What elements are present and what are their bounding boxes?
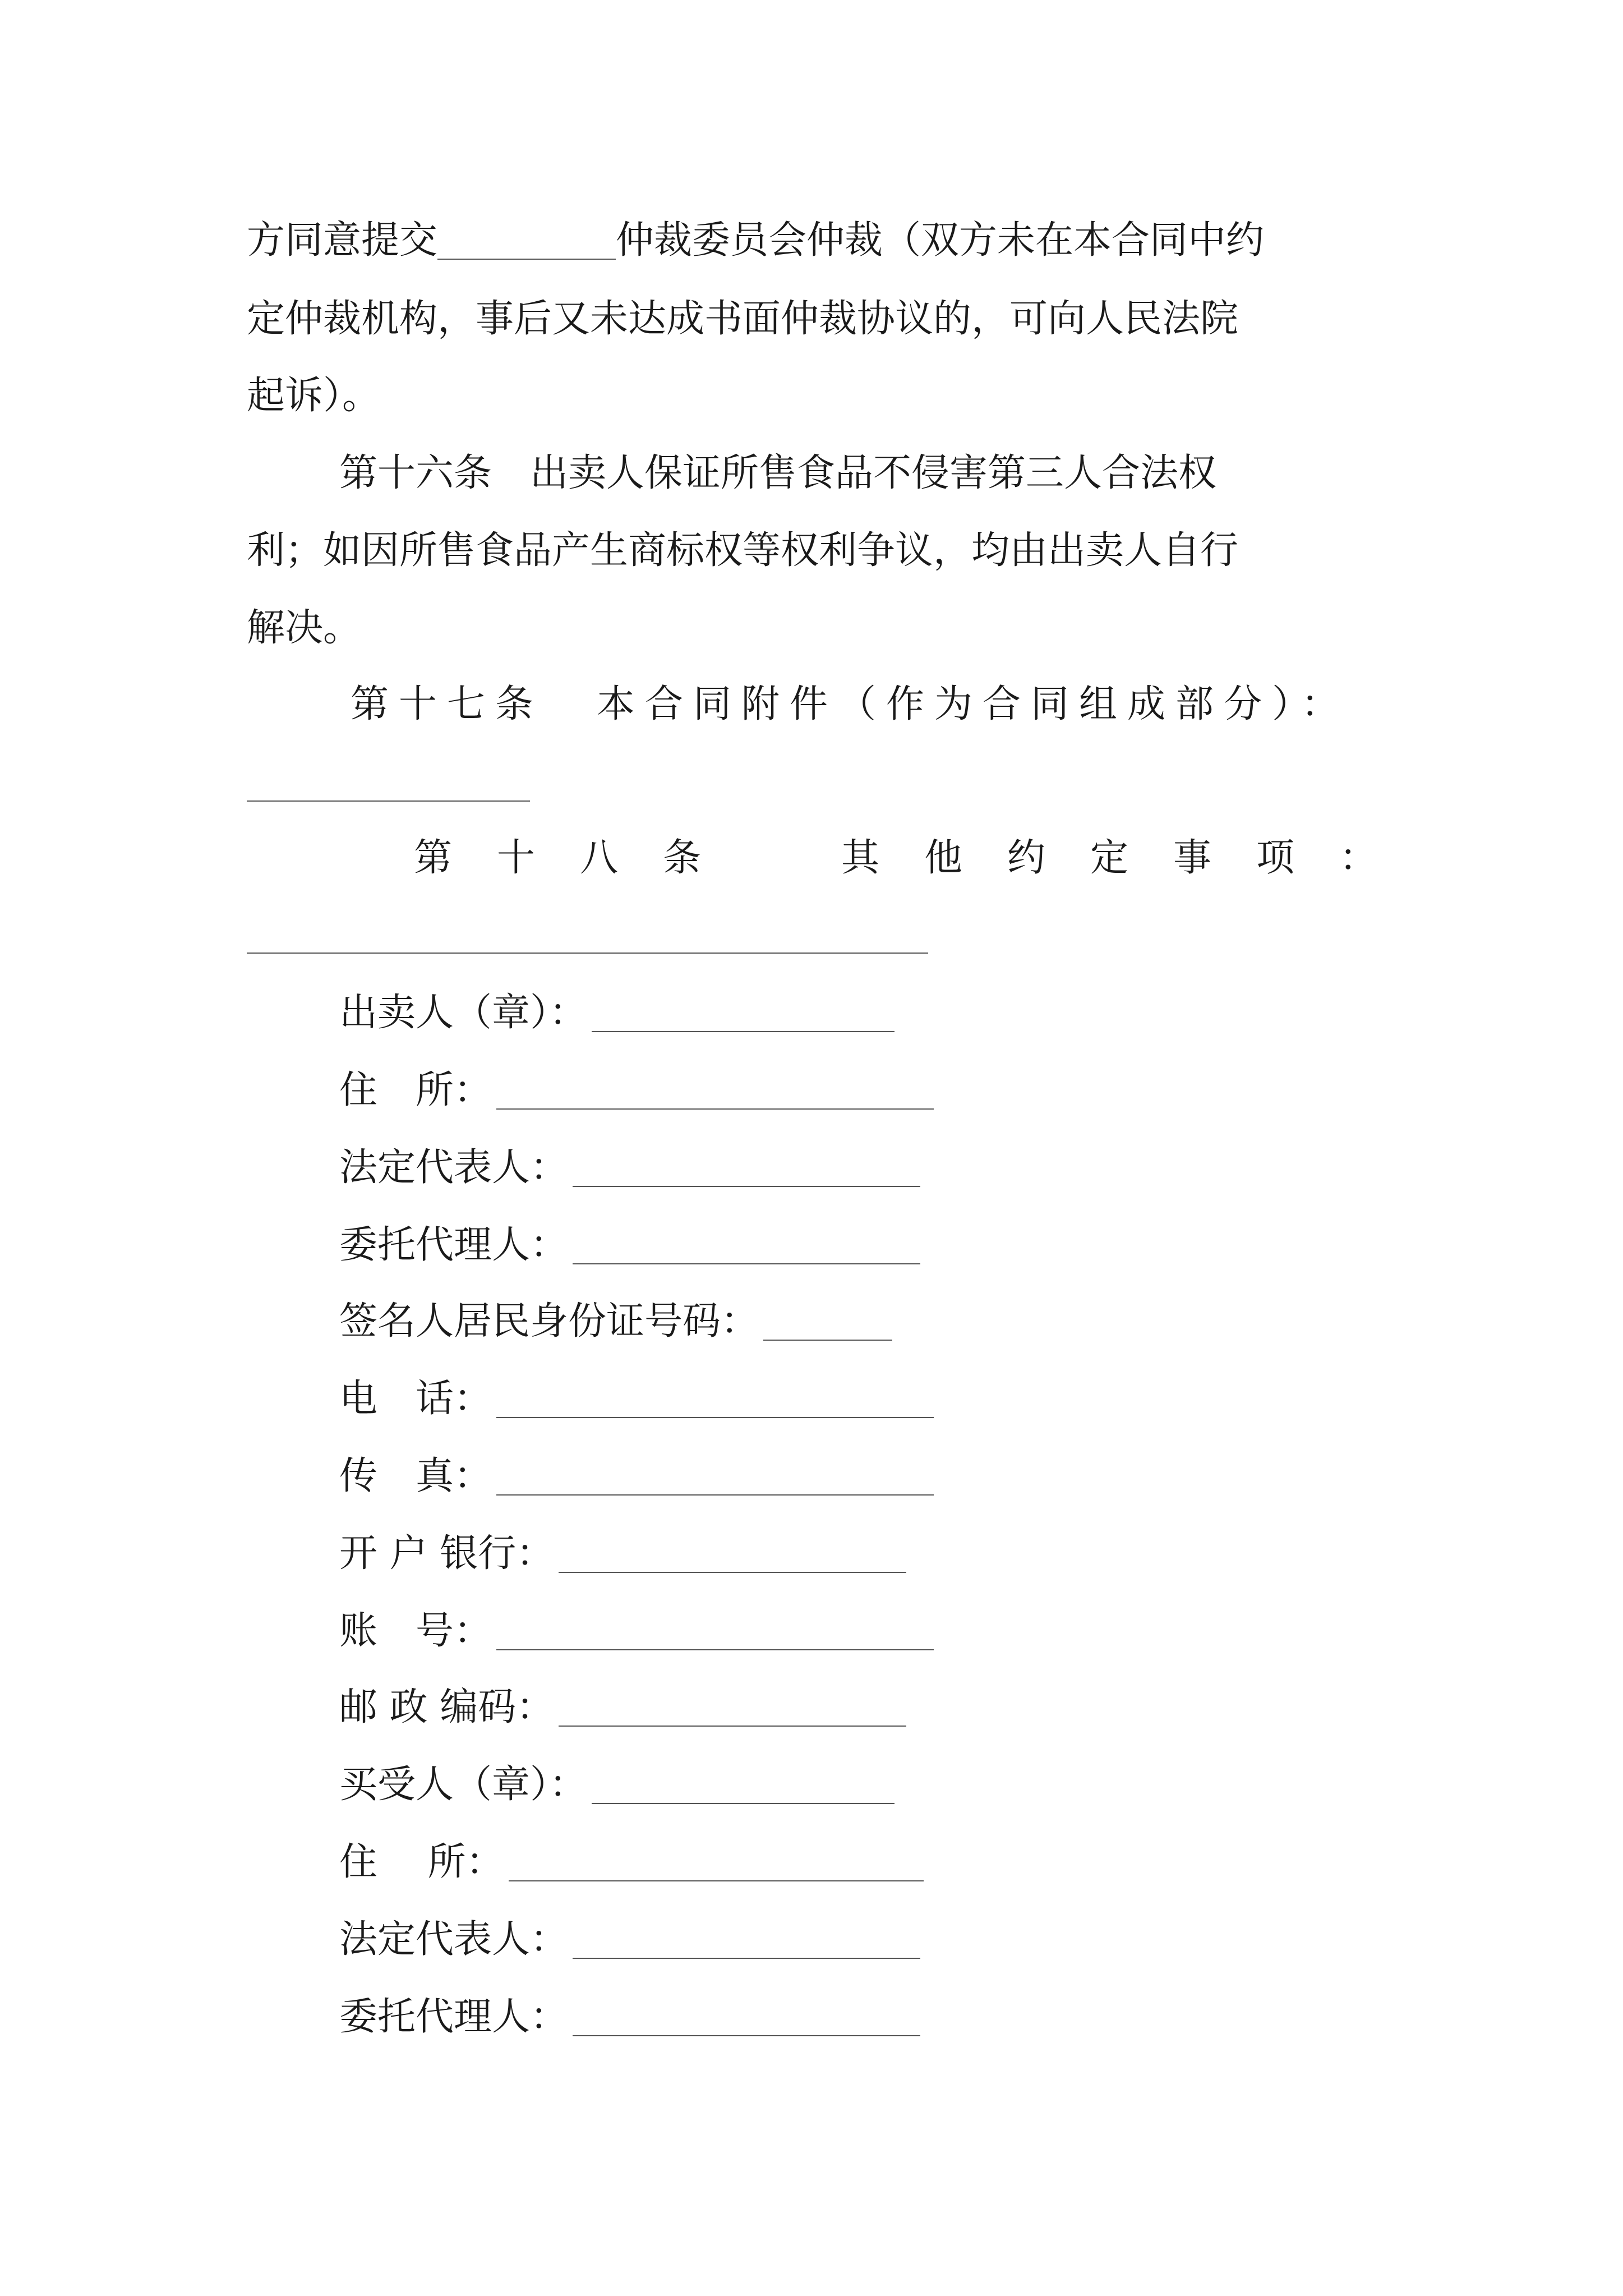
article-18-heading: 第十八条 bbox=[414, 836, 746, 880]
buyer-agent-blank[interactable] bbox=[573, 2004, 920, 2036]
buyer-address-blank[interactable] bbox=[509, 1849, 924, 1881]
seller-account-blank[interactable] bbox=[496, 1618, 934, 1650]
seller-address-blank[interactable] bbox=[496, 1077, 934, 1110]
seller-fax-field bbox=[339, 1454, 934, 1498]
seller-agent-label: 委托代理人： bbox=[339, 1223, 569, 1267]
seller-account-field bbox=[339, 1609, 934, 1653]
arbitration-text-pre: 方同意提交 bbox=[247, 218, 438, 263]
article-16-line-1: 第十六条 出卖人保证所售食品不侵害第三人合法权 bbox=[339, 451, 1217, 495]
arbitration-line-2: 定仲裁机构，事后又未达成书面仲裁协议的，可向人民法院 bbox=[247, 297, 1239, 341]
buyer-legal-rep-field bbox=[339, 1917, 920, 1962]
article-16-line-2: 利；如因所售食品产生商标权等权利争议，均由出卖人自行 bbox=[247, 528, 1239, 573]
seller-address-label: 住 所： bbox=[339, 1068, 492, 1112]
arbitration-line-3: 起诉）。 bbox=[247, 374, 381, 418]
seller-phone-blank[interactable] bbox=[496, 1386, 934, 1418]
seller-bank-field bbox=[339, 1531, 906, 1576]
article-16-line-3: 解决。 bbox=[247, 606, 362, 650]
seller-phone-label: 电 话： bbox=[339, 1377, 492, 1421]
arbitration-line-1 bbox=[247, 218, 1391, 263]
seller-bank-label: 开 户 银行： bbox=[339, 1531, 555, 1576]
seller-fax-blank[interactable] bbox=[496, 1463, 934, 1496]
seller-id-number-field bbox=[339, 1299, 892, 1343]
seller-legal-rep-label: 法定代表人： bbox=[339, 1145, 569, 1190]
seller-id-number-label: 签名人居民身份证号码： bbox=[339, 1299, 759, 1343]
buyer-name-blank[interactable] bbox=[592, 1772, 895, 1804]
buyer-address-label: 住 所： bbox=[339, 1840, 504, 1884]
buyer-legal-rep-blank[interactable] bbox=[573, 1926, 920, 1959]
buyer-legal-rep-label: 法定代表人： bbox=[339, 1917, 569, 1962]
seller-account-label: 账 号： bbox=[339, 1609, 492, 1653]
seller-id-number-blank[interactable] bbox=[763, 1308, 892, 1341]
seller-postcode-label: 邮 政 编码： bbox=[339, 1685, 555, 1729]
seller-bank-blank[interactable] bbox=[559, 1540, 906, 1573]
article-17-text: 本合同附件（作为合同组成部分）： bbox=[597, 682, 1350, 726]
buyer-name-field bbox=[339, 1763, 895, 1807]
seller-postcode-blank[interactable] bbox=[559, 1694, 906, 1727]
seller-name-blank[interactable] bbox=[592, 1000, 895, 1032]
buyer-name-label: 买受人（章）： bbox=[339, 1763, 588, 1807]
seller-legal-rep-field bbox=[339, 1145, 920, 1190]
seller-legal-rep-blank[interactable] bbox=[573, 1154, 920, 1187]
buyer-agent-field bbox=[339, 1995, 920, 2039]
article-18-text: 其他约定事项： bbox=[841, 836, 1423, 880]
seller-agent-blank[interactable] bbox=[573, 1232, 920, 1264]
buyer-agent-label: 委托代理人： bbox=[339, 1995, 569, 2039]
seller-name-label: 出卖人（章）： bbox=[339, 991, 588, 1035]
article-18-blank[interactable] bbox=[247, 953, 928, 954]
seller-postcode-field bbox=[339, 1685, 906, 1729]
seller-name-field bbox=[339, 991, 895, 1035]
seller-address-field bbox=[339, 1068, 934, 1112]
seller-fax-label: 传 真： bbox=[339, 1454, 492, 1498]
article-17-heading: 第十七条 bbox=[351, 682, 544, 726]
buyer-address-field bbox=[339, 1840, 924, 1884]
seller-phone-field bbox=[339, 1377, 934, 1421]
arbitration-text-post: 仲裁委员会仲裁（双方未在本合同中约 bbox=[616, 218, 1265, 263]
seller-agent-field bbox=[339, 1223, 920, 1267]
article-18-line bbox=[414, 836, 1423, 880]
article-17-blank[interactable] bbox=[247, 800, 530, 802]
article-17-line bbox=[351, 682, 1391, 726]
arbitration-commission-blank[interactable] bbox=[437, 227, 616, 260]
